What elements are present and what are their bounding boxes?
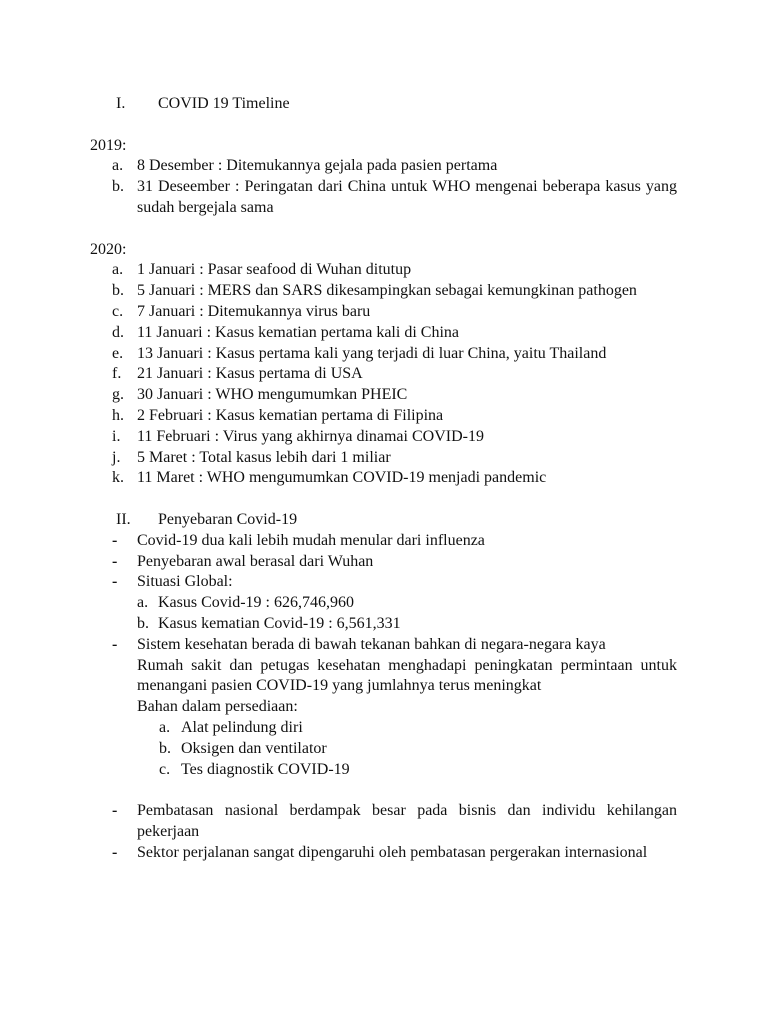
list-marker: b. bbox=[112, 178, 124, 196]
global-stat-text: Kasus kematian Covid-19 : 6,561,331 bbox=[158, 614, 401, 632]
section-1-title: COVID 19 Timeline bbox=[158, 95, 290, 112]
list-item-text: 11 Februari : Virus yang akhirnya dinamai COVID-19 bbox=[137, 427, 484, 445]
list-item-text: 2 Februari : Kasus kematian pertama di Filipina bbox=[137, 406, 444, 424]
list-marker: b. bbox=[159, 739, 171, 757]
global-stat-item bbox=[90, 614, 677, 635]
paragraph: Rumah sakit dan petugas kesehatan menghadapi peningkatan permintaan untuk menangani pasien COVID-19 yang jumlahnya terus meningkat bbox=[137, 656, 677, 695]
list-item bbox=[90, 260, 677, 281]
supply-text: Tes diagnostik COVID-19 bbox=[181, 760, 350, 778]
list-item bbox=[90, 364, 677, 385]
list-marker: k. bbox=[112, 469, 124, 487]
bullet-dash: - bbox=[112, 635, 118, 653]
bullet-dash: - bbox=[112, 573, 118, 591]
list-marker: i. bbox=[112, 427, 121, 445]
bullet-text: Situasi Global: bbox=[137, 573, 233, 591]
supply-item bbox=[90, 718, 677, 739]
list-item-text: 1 Januari : Pasar seafood di Wuhan ditutup bbox=[137, 261, 412, 279]
section-2-number: II. bbox=[116, 510, 131, 528]
list-marker: a. bbox=[159, 718, 171, 736]
list-item bbox=[90, 448, 677, 469]
list-item bbox=[90, 281, 677, 302]
section-2-heading bbox=[90, 510, 677, 531]
list-item-text: 11 Januari : Kasus kematian pertama kali di China bbox=[137, 323, 459, 341]
list-marker: g. bbox=[112, 386, 124, 404]
document-body bbox=[90, 94, 677, 863]
list-item bbox=[90, 406, 677, 427]
year-2019-label: 2019: bbox=[90, 136, 127, 154]
list-item-text: 7 Januari : Ditemukannya virus baru bbox=[137, 302, 371, 320]
list-marker: c. bbox=[159, 760, 171, 778]
list-marker: d. bbox=[112, 323, 124, 341]
bullet-item bbox=[90, 552, 677, 573]
list-item bbox=[90, 302, 677, 323]
list-marker: h. bbox=[112, 406, 124, 424]
list-item-text: 11 Maret : WHO mengumumkan COVID-19 menjadi pandemic bbox=[137, 469, 547, 487]
bullet-text: Covid-19 dua kali lebih mudah menular dari influenza bbox=[137, 531, 485, 549]
supply-item bbox=[90, 739, 677, 760]
global-stat-item bbox=[90, 593, 677, 614]
list-marker: b. bbox=[112, 282, 124, 300]
bullet-item bbox=[90, 635, 677, 656]
list-item bbox=[90, 427, 677, 448]
bullet-dash: - bbox=[112, 802, 118, 820]
list-item bbox=[90, 344, 677, 365]
list-marker: c. bbox=[112, 302, 124, 320]
list-item-text: 5 Januari : MERS dan SARS dikesampingkan sebagai kemungkinan pathogen bbox=[137, 282, 637, 300]
list-item bbox=[90, 156, 677, 177]
list-marker: a. bbox=[137, 594, 149, 612]
bullet-item bbox=[90, 531, 677, 552]
list-item bbox=[90, 323, 677, 344]
bullet-item bbox=[90, 843, 677, 864]
bullet-dash: - bbox=[112, 843, 118, 861]
list-marker: e. bbox=[112, 344, 124, 362]
list-item-text: 5 Maret : Total kasus lebih dari 1 miliar bbox=[137, 448, 391, 466]
bullet-dash: - bbox=[112, 552, 118, 570]
year-2020-label: 2020: bbox=[90, 240, 127, 258]
list-marker: b. bbox=[137, 614, 149, 632]
list-marker: a. bbox=[112, 157, 124, 175]
list-item-text: 31 Deseember : Peringatan dari China untuk WHO mengenai beberapa kasus yang sudah bergejala sama bbox=[137, 178, 677, 216]
list-marker: a. bbox=[112, 261, 124, 279]
section-2-title: Penyebaran Covid-19 bbox=[158, 510, 298, 528]
bullet-text: Penyebaran awal berasal dari Wuhan bbox=[137, 552, 374, 570]
list-item-text: 21 Januari : Kasus pertama di USA bbox=[137, 365, 363, 383]
supplies-label: Bahan dalam persediaan: bbox=[137, 698, 298, 716]
bullet-text: Pembatasan nasional berdampak besar pada bisnis dan individu kehilangan pekerjaan bbox=[137, 802, 677, 840]
bullet-text: Sistem kesehatan berada di bawah tekanan bahkan di negara-negara kaya bbox=[137, 635, 606, 653]
global-stat-text: Kasus Covid-19 : 626,746,960 bbox=[158, 594, 354, 612]
section-1-heading bbox=[90, 94, 677, 115]
list-item bbox=[90, 468, 677, 489]
list-item-text: 8 Desember : Ditemukannya gejala pada pasien pertama bbox=[137, 157, 498, 175]
bullet-item bbox=[90, 801, 677, 843]
bullet-dash: - bbox=[112, 531, 118, 549]
list-marker: j. bbox=[112, 448, 121, 466]
supply-text: Oksigen dan ventilator bbox=[181, 739, 327, 757]
list-item-text: 30 Januari : WHO mengumumkan PHEIC bbox=[137, 386, 408, 404]
list-item bbox=[90, 385, 677, 406]
bullet-text: Sektor perjalanan sangat dipengaruhi oleh pembatasan pergerakan internasional bbox=[137, 843, 648, 861]
list-item bbox=[90, 177, 677, 219]
bullet-item bbox=[90, 572, 677, 593]
list-item-text: 13 Januari : Kasus pertama kali yang terjadi di luar China, yaitu Thailand bbox=[137, 344, 607, 362]
supply-item bbox=[90, 760, 677, 781]
list-marker: f. bbox=[112, 365, 122, 383]
supply-text: Alat pelindung diri bbox=[181, 718, 303, 736]
section-1-number: I. bbox=[116, 95, 126, 112]
